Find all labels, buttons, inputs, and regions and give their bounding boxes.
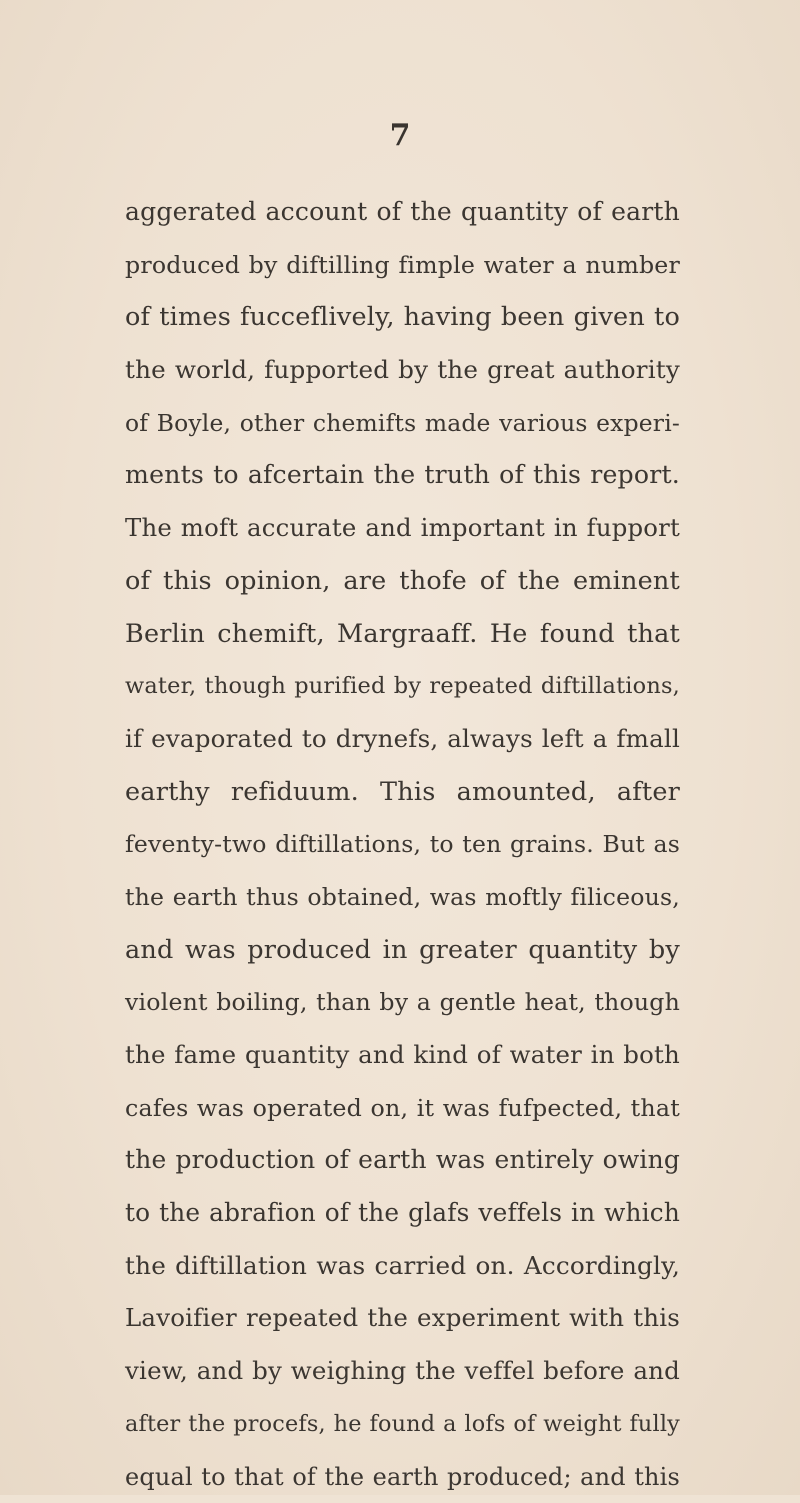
text-line: of Boyle, other chemifts made various experi- bbox=[125, 397, 680, 450]
text-line: violent boiling, than by a gentle heat, though bbox=[125, 976, 680, 1029]
text-line: the production of earth was entirely owing bbox=[125, 1134, 680, 1187]
text-line: ments to afcertain the truth of this report. bbox=[125, 449, 680, 502]
text-line: earthy refiduum. This amounted, after bbox=[125, 766, 680, 819]
text-line: aggerated account of the quantity of earth bbox=[125, 186, 680, 239]
text-line: the diftillation was carried on. Accordingly, bbox=[125, 1240, 680, 1293]
text-line: after the procefs, he found a lofs of weight fully bbox=[125, 1398, 680, 1451]
text-line: produced by diftilling fimple water a number bbox=[125, 239, 680, 292]
text-line: of this opinion, are thofe of the eminent bbox=[125, 555, 680, 608]
text-line: the world, fupported by the great authority bbox=[125, 344, 680, 397]
text-line: feventy-two diftillations, to ten grains. But as bbox=[125, 818, 680, 871]
text-line: of times fucceflively, having been given to bbox=[125, 291, 680, 344]
text-line: the earth thus obtained, was moftly filiceous, bbox=[125, 871, 680, 924]
text-line: cafes was operated on, it was fufpected, that bbox=[125, 1082, 680, 1135]
text-line: and was produced in greater quantity by bbox=[125, 924, 680, 977]
text-line: view, and by weighing the veffel before and bbox=[125, 1345, 680, 1398]
text-line: Berlin chemift, Margraaff. He found that bbox=[125, 608, 680, 661]
text-line: the fame quantity and kind of water in both bbox=[125, 1029, 680, 1082]
text-line: equal to that of the earth produced; and this bbox=[125, 1451, 680, 1503]
text-line: if evaporated to drynefs, always left a fmall bbox=[125, 713, 680, 766]
body-text bbox=[125, 186, 680, 1503]
text-line: water, though purified by repeated diftillations, bbox=[125, 660, 680, 713]
page-number: 7 bbox=[0, 118, 800, 153]
text-line: The moft accurate and important in fupport bbox=[125, 502, 680, 555]
text-line: to the abrafion of the glafs veffels in which bbox=[125, 1187, 680, 1240]
text-line: Lavoifier repeated the experiment with this bbox=[125, 1292, 680, 1345]
